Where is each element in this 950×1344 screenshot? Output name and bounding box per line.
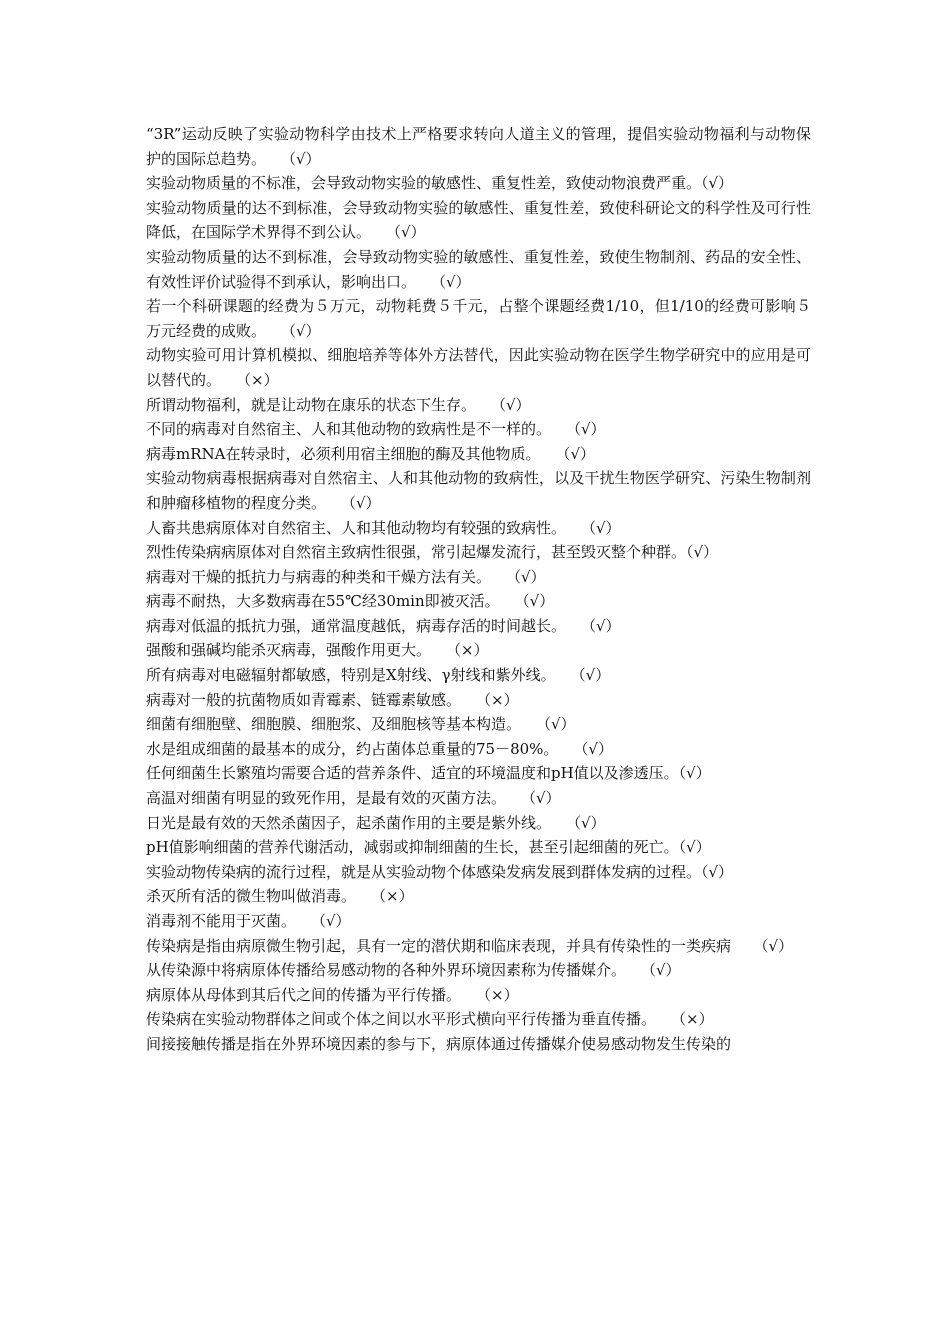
statement-3: 实验动物质量的达不到标准，会导致动物实验的敏感性、重复性差，致使科研论文的科学性及可行性降低，在国际学术界得不到公认。 （√） [146,198,811,242]
statement-13: 病毒对干燥的抵抗力与病毒的种类和干燥方法有关。 （√） [146,567,546,586]
statement-6: 动物实验可用计算机模拟、细胞培养等体外方法替代，因此实验动物在医学生物学研究中的应用是可以替代的。 （×） [146,346,811,389]
statement-15: 病毒对低温的抵抗力强，通常温度越低，病毒存活的时间越长。 （√） [146,616,621,635]
statement-1: “3R”运动反映了实验动物科学由技术上严格要求转向人道主义的管理，提倡实验动物福利与动物保护的国际总趋势。 （√） [146,125,811,168]
statement-19: 细菌有细胞壁、细胞膜、细胞浆、及细胞核等基本构造。 （√） [146,715,576,734]
statement-26: 杀灭所有活的微生物叫做消毒。 （×） [146,887,414,906]
statement-32: 间接接触传播是指在外界环境因素的参与下，病原体通过传播媒介使易感动物发生传染的 [146,1034,732,1053]
statement-4: 实验动物质量的达不到标准，会导致动物实验的敏感性、重复性差，致使生物制剂、药品的安全性、有效性评价试验得不到承认，影响出口。 （√） [146,247,811,291]
statement-7: 所谓动物福利，就是让动物在康乐的状态下生存。 （√） [146,395,531,414]
statement-21: 任何细菌生长繁殖均需要合适的营养条件、适宜的环境温度和pH值以及渗透压。（√） [146,764,711,783]
statement-17: 所有病毒对电磁辐射都敏感，特别是X射线、γ射线和紫外线。 （√） [146,666,611,685]
statement-20: 水是组成细菌的最基本的成分，约占菌体总重量的75－80%。 （√） [146,739,613,758]
statement-22: 高温对细菌有明显的致死作用，是最有效的灭菌方法。 （√） [146,789,561,808]
statement-30: 病原体从母体到其后代之间的传播为平行传播。 （×） [146,985,519,1004]
statement-31: 传染病在实验动物群体之间或个体之间以水平形式横向平行传播为垂直传播。 （×） [146,1010,714,1029]
statement-9: 病毒mRNA在转录时，必须利用宿主细胞的酶及其他物质。 （√） [146,444,596,463]
statement-8: 不同的病毒对自然宿主、人和其他动物的致病性是不一样的。 （√） [146,420,606,439]
statement-2: 实验动物质量的不标准，会导致动物实验的敏感性、重复性差，致使动物浪费严重。（√） [146,174,734,193]
statement-12: 烈性传染病病原体对自然宿主致病性很强，常引起爆发流行，甚至毁灭整个种群。（√） [146,543,719,562]
statement-10: 实验动物病毒根据病毒对自然宿主、人和其他动物的致病性，以及干扰生物医学研究、污染生物制剂和肿瘤移植物的程度分类。 （√） [146,469,811,512]
statement-16: 强酸和强碱均能杀灭病毒，强酸作用更大。 （×） [146,641,489,660]
statement-18: 病毒对一般的抗菌物质如青霉素、链霉素敏感。 （×） [146,690,519,709]
statement-23: 日光是最有效的天然杀菌因子，起杀菌作用的主要是紫外线。 （√） [146,813,606,832]
statement-24: pH值影响细菌的营养代谢活动，减弱或抑制细菌的生长，甚至引起细菌的死亡。（√） [146,838,711,857]
statement-5: 若一个科研课题的经费为５万元，动物耗费５千元，占整个课题经费1/10，但1/10的经费可影响５万元经费的成败。 （√） [146,297,811,340]
statement-25: 实验动物传染病的流行过程，就是从实验动物个体感染发病发展到群体发病的过程。（√） [146,862,734,881]
statement-28: 传染病是指由病原微生物引起，具有一定的潜伏期和临床表现，并具有传染性的一类疾病 （√） [146,936,794,955]
statement-29: 从传染源中将病原体传播给易感动物的各种外界环境因素称为传播媒介。 （√） [146,961,681,980]
document-body [146,122,811,1057]
statement-11: 人畜共患病原体对自然宿主、人和其他动物均有较强的致病性。 （√） [146,518,621,537]
statement-14: 病毒不耐热，大多数病毒在55℃经30min即被灭活。 （√） [146,592,555,611]
statement-27: 消毒剂不能用于灭菌。 （√） [146,912,351,930]
